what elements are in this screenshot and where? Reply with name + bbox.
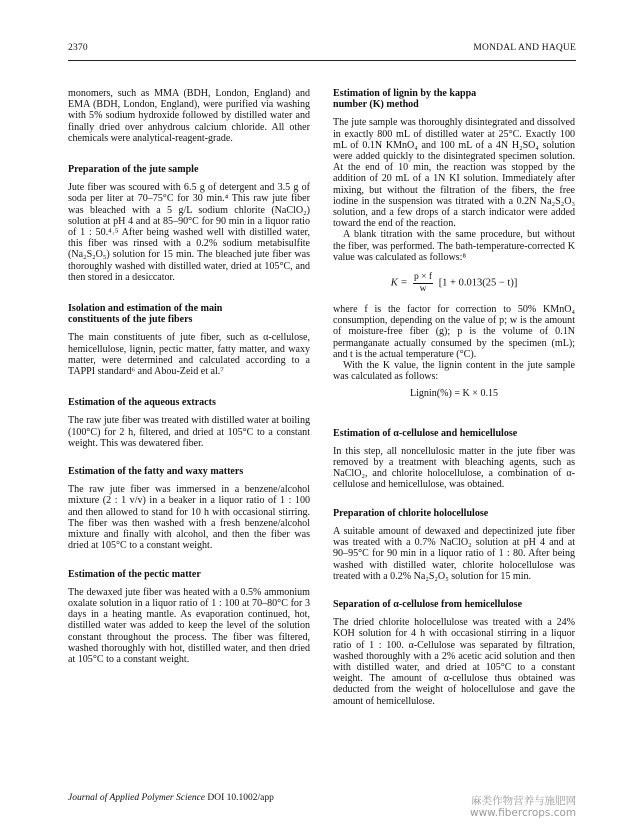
section-heading: Estimation of the pectic matter — [68, 568, 201, 580]
page-number: 2370 — [68, 43, 88, 53]
section-heading: Estimation of lignin by the kappa number (K) method — [333, 88, 477, 111]
section-paragraph: The jute sample was thoroughly disintegrated and dissolved in exactly 800 mL of distilled water at 25°C. Exactly 100 mL of 0.1N KMnO₄ and 100 mL of a 4N H₂SO₄ solution were added quickly to the disintegrated specimen solution. At the end of 10 min, the reaction was stopped by the addition of 20 mL of a 1N KI solution. Immediately after mixing, but without the filtration of the fibers, the free iodine in the suspension was titrated with a 0.2N Na₂S₂O₃ solution, and a few drops of a starch indicator were added toward the end of the reaction. — [333, 117, 575, 230]
equation-fraction: $\frac{p \times f}{w}$ — [414, 272, 433, 295]
kappa-equation: K = $\frac{p \times f}{w}$ [1 + 0.013(25 − t)] — [390, 272, 518, 295]
intro-paragraph: monomers, such as MMA (BDH, London, England) and EMA (BDH, London, England), were purified via washing with 5% sodium hydroxide followed by distilled water and finally dried over anhydrous calcium chloride. All other chemicals were analytical-reagent-grade. — [68, 88, 310, 144]
right-column — [333, 88, 575, 707]
section-paragraph: Jute fiber was scoured with 6.5 g of detergent and 3.5 g of soda per liter at 70–75°C for 30 min.⁴ This raw jute fiber was bleached with a 5 g/L sodium chlorite (NaClO₂) solution at pH 4 and at 85–90°C for 90 min in a liquor ratio of 1 : 50.⁴˒⁵ After being washed well with distilled water, this fiber was rinsed with a 0.2% sodium metabisulfite (Na₂S₂O₅) solution for 15 min. The bleached jute fiber was thoroughly washed with distilled water, dried at 105°C, and then stored in a desiccator. — [68, 182, 310, 283]
left-column — [68, 88, 310, 665]
running-authors: MONDAL AND HAQUE — [473, 43, 576, 53]
section-paragraph: The raw jute fiber was treated with distilled water at boiling (100°C) for 2 h, filtered, and dried at 105°C to a constant weight. This was dewatered fiber. — [68, 415, 310, 449]
journal-footer — [68, 793, 274, 803]
section-paragraph: With the K value, the lignin content in the jute sample was calculated as follows: — [333, 360, 575, 383]
section-paragraph: A blank titration with the same procedure, but without the fiber, was performed. The bath-temperature-corrected K value was calculated as follows:⁸ — [333, 229, 575, 263]
section-paragraph: The raw jute fiber was immersed in a benzene/alcohol mixture (2 : 1 v/v) in a beaker in a liquor ratio of 1 : 100 and then allowed to stand for 10 h with occasional stirring. The fiber was then washed with a fresh benzene/alcohol mixture and finally with alcohol, and then the fiber was dried at 105°C to a constant weight. — [68, 484, 310, 552]
doi-text: DOI 10.1002/app — [207, 793, 274, 803]
section-heading: Isolation and estimation of the main constituents of the jute fibers — [68, 303, 223, 326]
section-paragraph: The main constituents of jute fiber, such as α-cellulose, hemicellulose, lignin, pectic matter, fatty matter, and waxy matter, were determined and calculated according to a TAPPI standard⁶ and Abou-Zeid et al.⁷ — [68, 332, 310, 378]
section-heading: Estimation of α-cellulose and hemicellulose — [333, 427, 518, 439]
section-heading: Estimation of the aqueous extracts — [68, 397, 216, 409]
section-paragraph: where f is the factor for correction to 50% KMnO₄ consumption, depending on the value of p; w is the amount of moisture-free fiber (g); p is the volume of 0.1N permanganate actually consumed by the specimen (mL); and t is the actual temperature (°C). — [333, 304, 575, 360]
header-rule — [68, 60, 576, 61]
section-heading: Preparation of chlorite holocellulose — [333, 507, 489, 519]
section-paragraph: The dried chlorite holocellulose was treated with a 24% KOH solution for 4 h with occasional stirring in a liquor ratio of 1 : 100. α-Cellulose was separated by filtration, washed thoroughly with a 2% acetic acid solution and then with distilled water, and dried at 105°C to a constant weight. The amount of α-cellulose thus obtained was deducted from the weight of holocellulose and gave the amount of hemicellulose. — [333, 617, 575, 707]
section-heading: Separation of α-cellulose from hemicellulose — [333, 598, 523, 610]
section-paragraph: In this step, all noncellulosic matter in the jute fiber was removed by a treatment with bleaching agents, such as NaClO₂, and chlorite holocellulose, a combination of α-cellulose and hemicellulose, was obtained. — [333, 445, 575, 491]
section-paragraph: The dewaxed jute fiber was heated with a 0.5% ammonium oxalate solution in a liquor ratio of 1 : 100 at 70–80°C for 3 days in a heating mantle. As evaporation continued, hot, distilled water was added to keep the level of the solution constant throughout the process. The fiber was filtered, washed thoroughly with hot, distilled water, and then dried at 105°C to a constant weight. — [68, 586, 310, 665]
section-paragraph: A suitable amount of dewaxed and depectinized jute fiber was treated with a 0.7% NaClO₂ solution at pH 4 and at 90–95°C for 90 min in a liquor ratio of 1 : 80. After being washed with distilled water, chlorite holocellulose was treated with a 0.2% Na₂S₂O₅ solution for 15 min. — [333, 525, 575, 582]
lignin-equation: Lignin(%) = K × 0.15 — [409, 388, 499, 400]
journal-name: Journal of Applied Polymer Science — [68, 793, 206, 803]
section-heading: Estimation of the fatty and waxy matters — [68, 466, 244, 478]
section-heading: Preparation of the jute sample — [68, 164, 199, 176]
site-watermark: 麻类作物营养与施肥网 www.fibercrops.com — [470, 795, 577, 819]
